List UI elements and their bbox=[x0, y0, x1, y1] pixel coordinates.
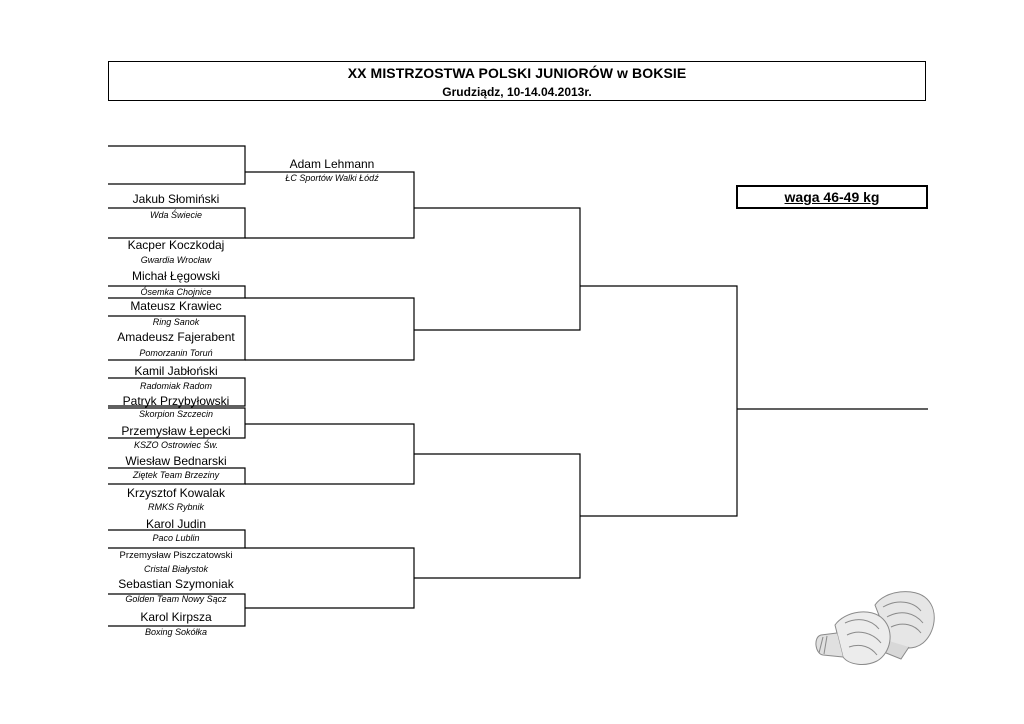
r1-bye-line bbox=[108, 146, 245, 184]
page-subtitle: Grudziądz, 10-14.04.2013r. bbox=[442, 85, 592, 99]
boxing-gloves-icon bbox=[805, 585, 945, 675]
entrant-name: Mateusz Krawiec bbox=[130, 299, 222, 313]
r3-match-1 bbox=[414, 208, 580, 330]
weight-class-label: waga 46-49 kg bbox=[736, 185, 928, 209]
entrant-club: Gwardia Wrocław bbox=[140, 255, 212, 265]
page-title: XX MISTRZOSTWA POLSKI JUNIORÓW w BOKSIE bbox=[347, 65, 687, 81]
entrant-name: Patryk Przybyłowski bbox=[122, 394, 230, 408]
entrant-name: Amadeusz Fajerabent bbox=[117, 330, 235, 344]
entrant-club: Boxing Sokółka bbox=[144, 627, 208, 637]
entrant-name: Karol Judin bbox=[145, 517, 207, 531]
entrant-name: Sebastian Szymoniak bbox=[118, 577, 234, 591]
entrant-club: Skorpion Szczecin bbox=[138, 409, 214, 419]
r2-match-4 bbox=[245, 548, 414, 608]
entrant-club: Ring Sanok bbox=[152, 317, 200, 327]
entrant-name: Jakub Słomiński bbox=[132, 192, 220, 206]
entrant-name: Michał Łęgowski bbox=[131, 269, 221, 283]
entrant-name: Krzysztof Kowalak bbox=[126, 486, 226, 500]
entrant-name: Przemysław Łepecki bbox=[121, 424, 231, 438]
entrant-club: Radomiak Radom bbox=[139, 381, 213, 391]
entrant-name: Kacper Koczkodaj bbox=[127, 238, 225, 252]
entrant-club: Ziętek Team Brzeziny bbox=[132, 470, 220, 480]
r2-match-2 bbox=[245, 298, 414, 360]
round2-club: ŁC Sportów Walki Łódź bbox=[285, 173, 379, 183]
entrant-club: RMKS Rybnik bbox=[147, 502, 204, 512]
entrant-name: Wiesław Bednarski bbox=[125, 454, 227, 468]
entrant-club: KSZO Ostrowiec Św. bbox=[133, 440, 219, 450]
round2-name: Adam Lehmann bbox=[289, 157, 375, 171]
r2-match-3 bbox=[245, 424, 414, 484]
entrant-name: Kamil Jabłoński bbox=[134, 364, 218, 378]
entrant-name: Przemysław Piszczatowski bbox=[119, 550, 233, 561]
entrant-club: Ósemka Chojnice bbox=[140, 287, 212, 297]
entrant-club: Golden Team Nowy Sącz bbox=[125, 594, 227, 604]
entrant-club: Wda Świecie bbox=[149, 210, 203, 220]
entrant-club: Pomorzanin Toruń bbox=[139, 348, 213, 358]
entrant-club: Cristal Białystok bbox=[143, 564, 208, 574]
entrant-name: Karol Kirpsza bbox=[140, 610, 212, 624]
entrant-club: Paco Lublin bbox=[152, 533, 200, 543]
r3-match-2 bbox=[414, 454, 580, 578]
final-match bbox=[580, 286, 737, 516]
